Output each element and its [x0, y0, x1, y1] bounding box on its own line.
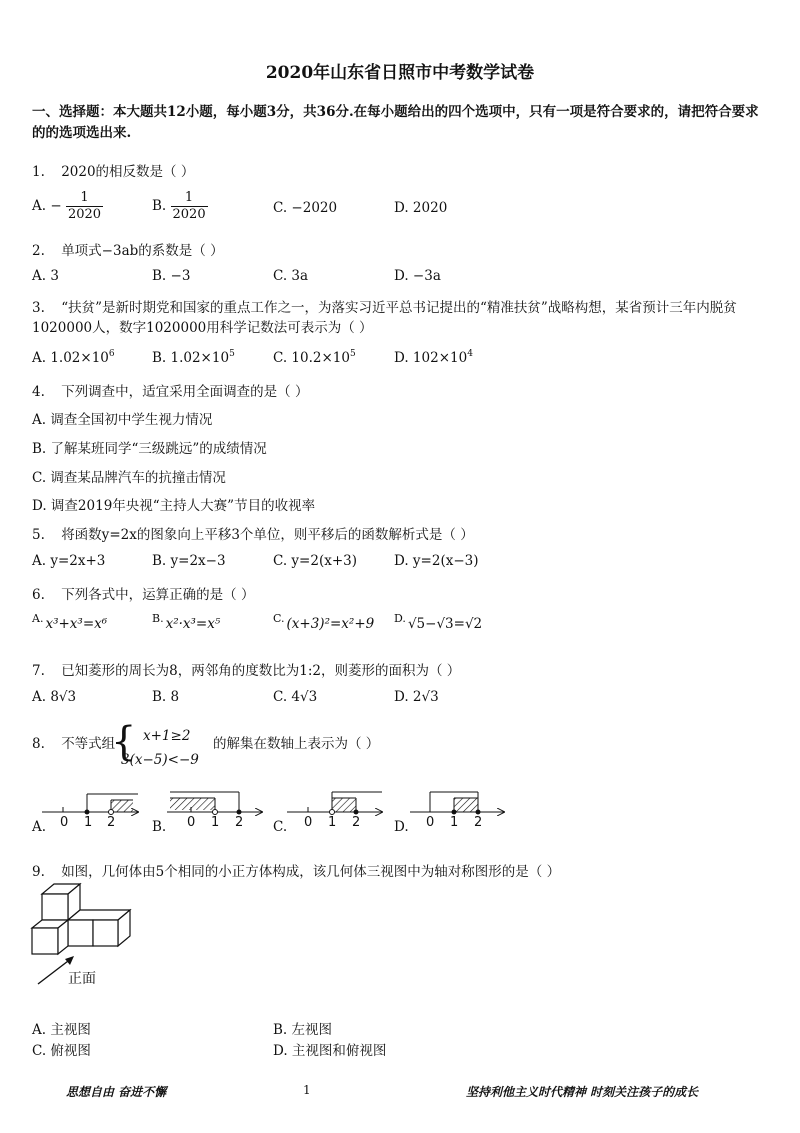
inequality-2: 3(x−5)<−9 [121, 752, 199, 768]
option-d: D. 2020 [394, 200, 448, 216]
option-b: B. −3 [152, 268, 191, 284]
footer-left: 思想自由 奋进不懈 [66, 1085, 167, 1099]
question-stem: 2020的相反数是（ ） [61, 164, 195, 180]
question-number: 8. [32, 736, 45, 752]
question-7 [32, 659, 460, 679]
tick-label: 2 [352, 815, 361, 830]
question-stem-post: 的解集在数轴上表示为（ ） [213, 736, 380, 752]
inequality-brace: { [111, 719, 137, 765]
question-number: 9. [32, 864, 45, 880]
inequality-1: x+1≥2 [143, 728, 191, 744]
tick-label: 2 [474, 815, 483, 830]
question-9 [32, 860, 560, 880]
option-d: D. y=2(x−3) [394, 553, 479, 569]
question-stem: 将函数y=2x的图象向上平移3个单位，则平移后的函数解析式是（ ） [61, 527, 474, 543]
question-stem: 已知菱形的周长为8，两邻角的度数比为1:2，则菱形的面积为（ ） [61, 663, 461, 679]
option-a: $^{A.}$ x³+x³=x⁶ [32, 612, 108, 632]
question-4 [32, 380, 308, 400]
option-d: D. 调查2019年央视“主持人大赛”节目的收视率 [32, 498, 316, 514]
option-a: A. 8√3 [32, 689, 77, 705]
option-d: D. −3a [394, 268, 441, 284]
tick-label: 1 [328, 815, 337, 830]
question-stem: 如图，几何体由5个相同的小正方体构成，该几何体三视图中为轴对称图形的是（ ） [61, 864, 561, 880]
number-line-d [410, 792, 504, 815]
option-b: B. 左视图 [273, 1022, 333, 1038]
front-label: 正面 [68, 971, 96, 987]
fraction: $\frac{1}{2020}$ [67, 190, 102, 222]
question-5 [32, 523, 474, 543]
option-c: C. 俯视图 [32, 1043, 91, 1059]
option-b: B. $1.02\times 10^5$ [152, 349, 235, 366]
number-line-b [167, 792, 262, 815]
option-c: C. 3a [273, 268, 309, 284]
option-a: A. 调查全国初中学生视力情况 [32, 412, 213, 428]
option-d-label: D. [394, 819, 409, 835]
question-stem: 下列调查中，适宜采用全面调查的是（ ） [61, 384, 309, 400]
option-c: C. 4√3 [273, 689, 318, 705]
tick-label: 2 [235, 815, 244, 830]
question-number: 5. [32, 527, 45, 543]
question-stem: 下列各式中，运算正确的是（ ） [61, 587, 255, 603]
tick-label: 2 [107, 815, 116, 830]
question-2 [32, 239, 224, 259]
option-d: $^{D.}$ √5−√3=√2 [394, 612, 483, 632]
question-number: 3. [32, 300, 45, 316]
option-d: D. $102\times 10^4$ [394, 349, 473, 366]
question-number: 4. [32, 384, 45, 400]
question-number: 1. [32, 164, 45, 180]
option-d: D. 2√3 [394, 689, 439, 705]
option-c: $^{C.}$ (x+3)²=x²+9 [273, 612, 375, 632]
option-a: A. 主视图 [32, 1022, 91, 1038]
option-b: B. y=2x−3 [152, 553, 226, 569]
tick-label: 1 [450, 815, 459, 830]
option-c: C. 调查某品牌汽车的抗撞击情况 [32, 470, 226, 486]
tick-label: 0 [187, 815, 196, 830]
question-1 [32, 160, 194, 180]
option-d: D. 主视图和俯视图 [273, 1043, 387, 1059]
option-b: $^{B.}$ x²·x³=x⁵ [152, 612, 221, 632]
option-a: A. $1.02\times 10^6$ [32, 349, 115, 366]
tick-label: 0 [304, 815, 313, 830]
option-a-label: A. [32, 819, 47, 835]
question-8 [32, 732, 115, 752]
tick-label: 1 [211, 815, 220, 830]
question-3 [32, 298, 772, 338]
tick-label: 0 [60, 815, 69, 830]
question-stem-pre: 不等式组 [61, 736, 116, 752]
option-c-label: C. [273, 819, 288, 835]
question-stem: 单项式−3ab的系数是（ ） [61, 243, 224, 259]
option-c: C. −2020 [273, 200, 338, 216]
option-c: C. $10.2\times 10^5$ [273, 349, 356, 366]
page-title: 2020年山东省日照市中考数学试卷 [265, 63, 535, 83]
option-c: C. y=2(x+3) [273, 553, 358, 569]
tick-label: 1 [84, 815, 93, 830]
section-heading: 一、选择题：本大题共12小题，每小题3分，共36分.在每小题给出的四个选项中，只有一项是符合要求的，请把符合要求的的选项选出来. [32, 104, 759, 141]
footer-right: 坚持利他主义时代精神 时刻关注孩子的成长 [466, 1085, 699, 1099]
number-line-c [287, 792, 382, 815]
option-b: B. $\frac{1}{2020}$ [152, 190, 206, 222]
fraction: $\frac{1}{2020}$ [172, 190, 206, 222]
option-a: A. − $\frac{1}{2020}$ [32, 190, 102, 222]
option-b: B. 了解某班同学“三级跳远”的成绩情况 [32, 441, 267, 457]
page-number: 1 [303, 1083, 311, 1097]
question-number: 2. [32, 243, 45, 259]
number-line-a [42, 794, 138, 815]
question-number: 6. [32, 587, 45, 603]
question-number: 7. [32, 663, 45, 679]
option-a: A. y=2x+3 [32, 553, 106, 569]
question-stem: “扶贫”是新时期党和国家的重点工作之一，为落实习近平总书记提出的“精准扶贫”战略构想，某省预计三年内脱贫1020000人，数字1020000用科学记数法可表示为（ ） [32, 300, 737, 336]
question-6 [32, 583, 254, 603]
option-b-label: B. [152, 819, 167, 835]
tick-label: 0 [426, 815, 435, 830]
option-b: B. 8 [152, 689, 180, 705]
option-a: A. 3 [32, 268, 59, 284]
